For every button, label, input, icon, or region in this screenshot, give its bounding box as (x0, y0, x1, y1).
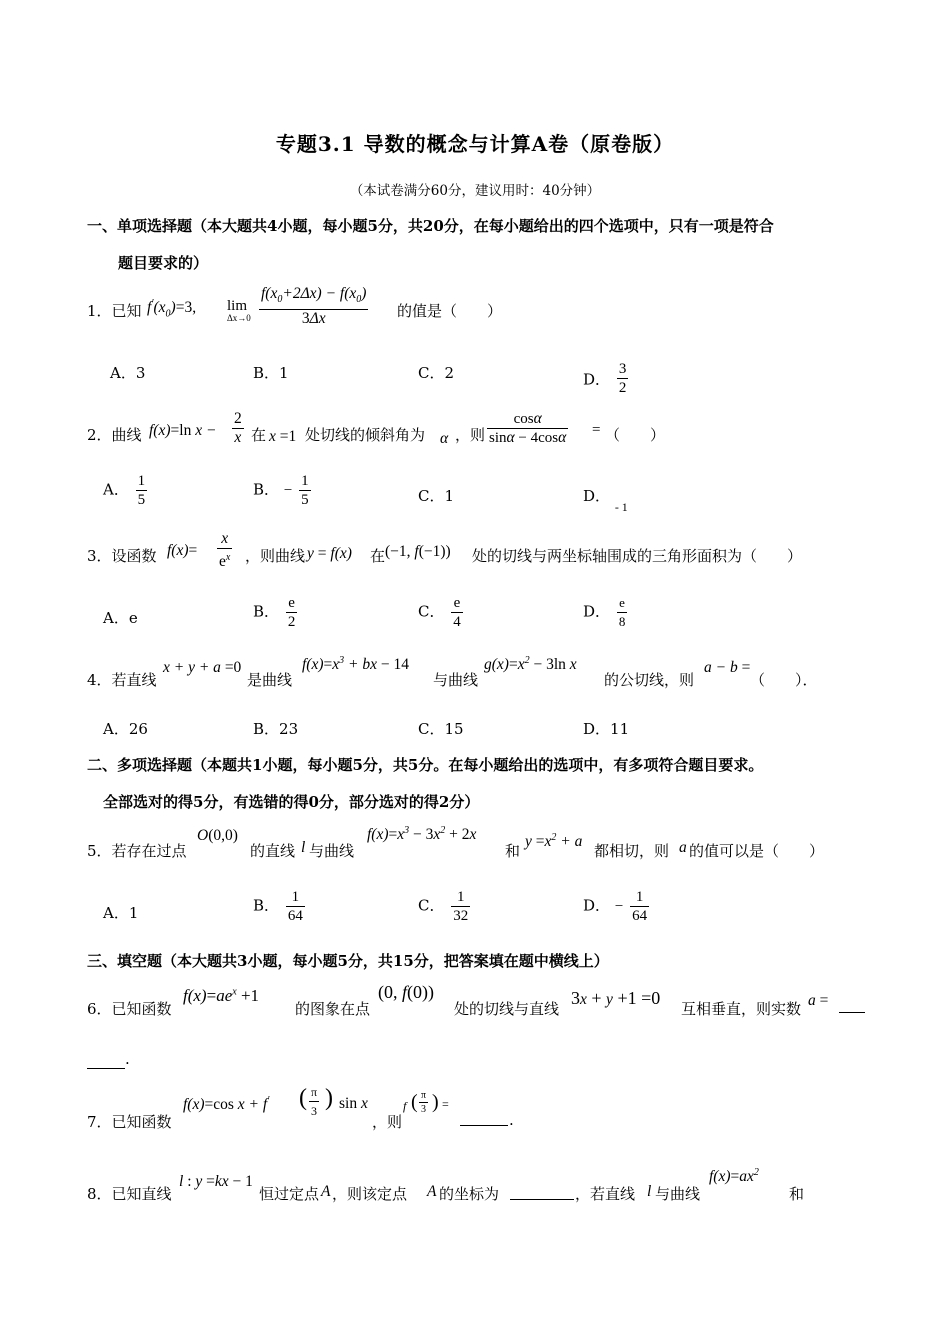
q2-mid2: 处切线的倾斜角为 (305, 426, 426, 444)
q8-answer-blank[interactable] (510, 1199, 574, 1200)
q2-number: 2．曲线 (87, 426, 142, 444)
q6-var-a: a = (808, 992, 829, 1009)
q1-d-num: 3 (618, 361, 627, 377)
q4-mid3: 的公切线，则 (604, 671, 695, 689)
q1-option-d (583, 362, 630, 399)
q4-curve2: $g(x)=x^2 - 3\ln$ x (484, 655, 577, 674)
q3-function: f(x)= (167, 542, 198, 559)
q3-point: (−1, f(−1)) (385, 543, 451, 560)
q5-line-l: l (301, 839, 306, 856)
q7-sin: sin x (339, 1095, 368, 1112)
q4-option-c: C．15 (418, 720, 464, 738)
q3-function-fraction: $\frac{x}{e^x}$ (219, 530, 231, 571)
q2-curve-formula: f(x)=ln x − (149, 422, 217, 439)
q2-trig-fraction: $\frac{\cos\alpha}{\sin\alpha - 4\cos\alpha}$ (489, 410, 567, 446)
q7-query-equals: = (442, 1097, 449, 1111)
q3-option-d-fraction (617, 594, 628, 631)
q7-query: f (403, 1099, 407, 1113)
q6-point: (0, f(0)) (378, 982, 434, 1002)
q2-point: x =1 (269, 428, 297, 445)
q3-d-den: 8 (618, 614, 626, 629)
q2-option-d-value: - 1 (614, 500, 628, 514)
q1-d-den: 2 (618, 380, 627, 396)
q3-option-b (253, 594, 299, 631)
q6-answer-blank-cont[interactable]: . (87, 1050, 130, 1069)
q2-a-num: 1 (137, 473, 146, 489)
q4-line: x + y + a =0 (163, 659, 242, 676)
q3-mid2: 在 (370, 547, 386, 565)
q3-option-c-fraction (451, 594, 463, 631)
q2-option-d (583, 485, 628, 514)
q4-mid1: 是曲线 (247, 671, 293, 689)
q6-mid3: 互相垂直，则实数 (681, 1000, 802, 1018)
q2-option-b: B． − $\frac{1}{5}$ (253, 473, 309, 508)
q3-c-num: e (453, 595, 461, 611)
q2-equals: = (592, 422, 601, 438)
q3-number: 3．设函数 (87, 547, 157, 565)
q3-mid1: ，则曲线 (245, 547, 306, 565)
q3-option-d-label: D． (583, 602, 611, 621)
q1-option-c: C．2 (418, 364, 455, 382)
q8-mid1: 恒过定点 (259, 1185, 320, 1203)
q1-option-d-label: D． (583, 370, 611, 389)
q1-option-d-fraction (617, 360, 629, 397)
q5-option-c-fraction (451, 888, 470, 925)
q4-option-a: A．26 (103, 720, 148, 738)
q3-option-b-fraction (286, 594, 298, 631)
q8-curve: $f(x)=ax^2$ (709, 1167, 759, 1186)
q7-function: f(x)=cos x + f′ (183, 1095, 270, 1114)
q5-option-d: D． − $\frac{1}{64}$ (583, 889, 648, 924)
q2-a-den: 5 (137, 492, 146, 508)
q5-option-d-fraction (630, 888, 649, 925)
q5-option-b (253, 888, 307, 925)
q1-limit: lim $^{\Delta x\to 0}$ (227, 298, 251, 323)
q7-number: 7．已知函数 (87, 1113, 172, 1131)
q3-suffix: 处的切线与两坐标轴围成的三角形面积为（ ） (472, 547, 803, 565)
q8-number: 8．已知直线 (87, 1185, 172, 1203)
q7-answer-blank[interactable] (460, 1125, 508, 1126)
q4-option-b: B．23 (253, 720, 299, 738)
q6-mid2: 处的切线与直线 (454, 1000, 560, 1018)
q3-option-c-label: C． (418, 602, 445, 621)
q7-query-paren-open: ( (411, 1091, 418, 1113)
q5-b-den: 64 (287, 908, 303, 924)
q8-point-a: A (321, 1183, 331, 1200)
q2-curve-fraction: $\frac{2}{x}$ (234, 410, 242, 446)
q5-suffix: 的值可以是（ ） (689, 842, 825, 860)
q6-line: 3x + y +1 =0 (571, 988, 661, 1008)
q2-option-d-label: D． (583, 487, 611, 505)
q5-option-c-label: C． (418, 896, 445, 915)
q5-mid1: 的直线 (250, 842, 296, 860)
q5-mid3: 和 (505, 842, 521, 860)
q1-option-b: B．1 (253, 364, 289, 382)
q2-option-c: C．1 (418, 487, 455, 505)
q7-paren-open: ( (299, 1085, 307, 1111)
q5-b-num: 1 (291, 889, 300, 905)
section1-heading: 一、单项选择题（本大题共4小题，每小题5分，共20分，在每小题给出的四个选项中，只有一项是符合 (87, 217, 774, 235)
q5-option-d-label: D． (583, 896, 611, 915)
q3-option-d (583, 594, 629, 631)
q5-number: 5．若存在过点 (87, 842, 187, 860)
q2-b-num: 1 (301, 473, 309, 489)
q2-option-a-label: A． (103, 480, 129, 499)
q3-c-den: 4 (453, 614, 461, 630)
q1-option-a: A．3 (110, 364, 146, 382)
q4-option-d: D．11 (583, 720, 630, 738)
q5-option-c (418, 888, 472, 925)
q3-option-c (418, 594, 465, 631)
q4-expression: a − b = (704, 659, 751, 676)
q6-answer-blank[interactable] (839, 1012, 865, 1013)
q6-mid1: 的图象在点 (295, 1000, 371, 1018)
q7-query-paren-close: ) (432, 1091, 439, 1113)
page-title: 专题3.1 导数的概念与计算A卷（原卷版） (275, 132, 675, 156)
q5-mid2: 与曲线 (309, 842, 355, 860)
section1-heading-cont: 题目要求的） (118, 254, 209, 272)
q5-option-a: A．1 (103, 904, 139, 922)
section2-heading: 二、多项选择题（本题共1小题，每小题5分，共5分。在每小题给出的选项中，有多项符合题目要求。 (87, 756, 764, 774)
q2-mid3: ，则 (455, 426, 486, 444)
q3-b-den: 2 (287, 614, 296, 630)
q6-number: 6．已知函数 (87, 1000, 172, 1018)
q4-number: 4．若直线 (87, 671, 157, 689)
q5-point: O(0,0) (197, 827, 238, 844)
q6-function: $f(x)=ae^x +1$ (183, 986, 260, 1005)
q1-suffix: 的值是（ ） (397, 302, 503, 320)
q8-point-a2: A (427, 1183, 437, 1200)
q7-mid1: ，则 (372, 1113, 403, 1131)
q3-option-a: A．e (103, 609, 138, 627)
q2-alpha: α (440, 430, 449, 447)
section2-heading-cont: 全部选对的得5分，有选错的得0分，部分选对的得2分） (103, 793, 480, 811)
q8-mid5: 与曲线 (655, 1185, 701, 1203)
q5-c-den: 32 (453, 908, 469, 924)
q2-option-b-fraction (299, 472, 311, 509)
q1-number: 1．已知 (87, 302, 142, 320)
q1-limit-fraction: $\frac{f(x_0+2\Delta x) - f(x_0)}{3\Delta x}$ (261, 285, 367, 328)
q2-option-a (103, 472, 149, 509)
q3-d-num: e (619, 595, 625, 610)
q5-d-num: 1 (635, 889, 644, 905)
section3-heading: 三、填空题（本大题共3小题，每小题5分，共15分，把答案填在题中横线上） (87, 952, 609, 970)
q7-query-fraction: $\frac{\pi}{3}$ (421, 1090, 427, 1115)
q8-mid2: ，则该定点 (332, 1185, 408, 1203)
q8-line: l : y =kx − 1 (179, 1173, 253, 1190)
q3-curve: y = f(x) (307, 545, 352, 562)
q8-suffix: 和 (789, 1185, 805, 1203)
q5-d-den: 64 (632, 908, 648, 924)
q2-option-a-fraction (136, 472, 148, 509)
q3-option-b-label: B． (253, 602, 280, 621)
q5-c-num: 1 (457, 889, 465, 905)
q5-mid4: 都相切，则 (594, 842, 670, 860)
q1-premise-formula: $f'(x_0)=3$, (147, 298, 197, 320)
q5-curve1: $f(x)=x^3 - 3x^2 + 2x$ (367, 825, 477, 844)
q5-curve2: $y =x^2 + a$ (525, 832, 583, 851)
q4-mid2: 与曲线 (433, 671, 479, 689)
q7-period: . (509, 1111, 514, 1129)
q2-suffix: （ ） (605, 426, 666, 444)
q7-pi-fraction: $\frac{\pi}{3}$ (311, 1085, 318, 1118)
q7-paren-close: ) (325, 1085, 333, 1111)
q8-mid3: 的坐标为 (439, 1185, 500, 1203)
q5-option-b-fraction (286, 888, 305, 925)
q4-suffix: （ ）． (750, 671, 818, 689)
q4-curve1: $f(x)=x^3$ + bx − 14 (302, 655, 409, 674)
q5-var-a: a (679, 839, 687, 856)
q5-option-b-label: B． (253, 896, 280, 915)
q3-b-num: e (288, 595, 295, 611)
q2-b-den: 5 (301, 492, 309, 508)
q8-line-l: l (647, 1183, 652, 1200)
q2-option-b-label: B． (253, 480, 280, 499)
q2-mid1: 在 (251, 426, 267, 444)
q8-mid4: ，若直线 (575, 1185, 636, 1203)
page-subtitle: （本试卷满分60分，建议用时：40分钟） (349, 183, 601, 199)
